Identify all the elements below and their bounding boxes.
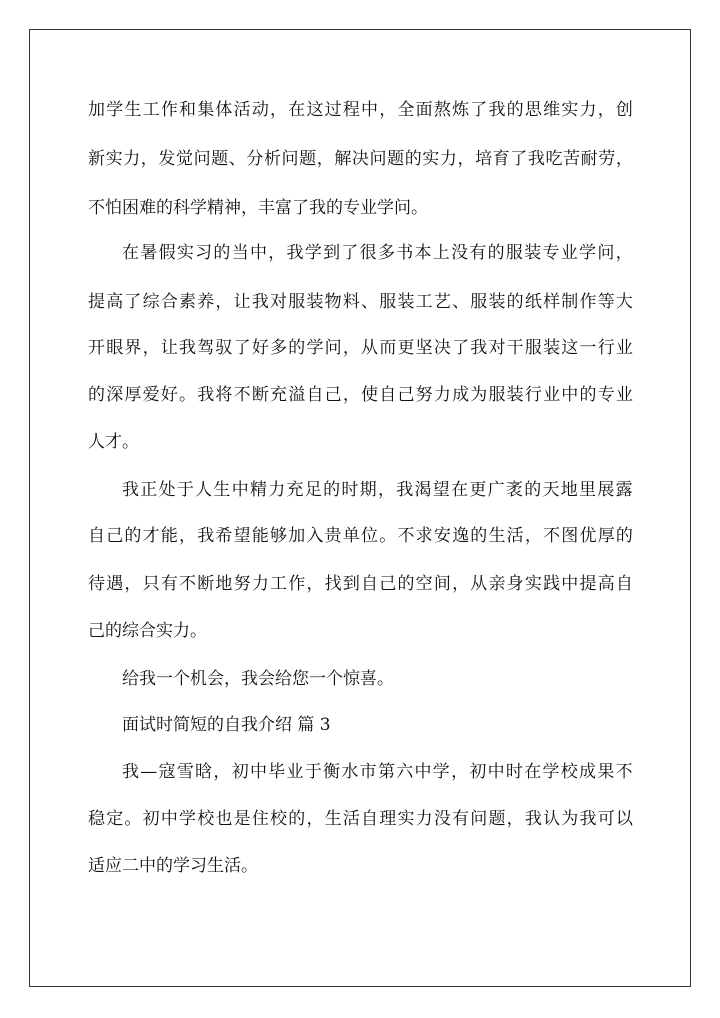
text-line: 开 眼 界 ， 让 我 驾 驭 了 好 多 的 学 问 ， 从 而 更 坚 决 了 我 对 干 服 装 这 一 行 业 xyxy=(88,338,633,358)
text-line: 我 — 寇 雪 晗 ， 初 中 毕 业 于 衡 水 市 第 六 中 学 ， 初 中 时 在 学 校 成 果 不 xyxy=(122,762,633,782)
text-line: 在 暑 假 实 习 的 当 中 ， 我 学 到 了 很 多 书 本 上 没 有 的 服 装 专 业 学 问 ， xyxy=(122,243,633,263)
text-line: 的 深 厚 爱 好 。 我 将 不 断 充 溢 自 己 ， 使 自 己 努 力 成 为 服 装 行 业 中 的 专 业 xyxy=(88,385,633,405)
text-line: 给我一个机会，我会给您一个惊喜。 xyxy=(122,669,394,689)
text-line: 不怕困难的科学精神，丰富了我的专业学问。 xyxy=(88,198,428,218)
text-line: 人才。 xyxy=(88,432,139,452)
text-line: 我 正 处 于 人 生 中 精 力 充 足 的 时 期 ， 我 渴 望 在 更 广 袤 的 天 地 里 展 露 xyxy=(122,480,633,500)
text-line: 自 己 的 才 能 ， 我 希 望 能 够 加 入 贵 单 位 。 不 求 安 逸 的 生 活 ， 不 图 优 厚 的 xyxy=(88,526,633,546)
text-line: 己的综合实力。 xyxy=(88,621,207,641)
page-border xyxy=(29,29,691,987)
text-line: 加 学 生 工 作 和 集 体 活 动 ， 在 这 过 程 中 ， 全 面 熬 炼 了 我 的 思 维 实 力 ， 创 xyxy=(88,100,633,120)
text-line: 提 高 了 综 合 素 养 ， 让 我 对 服 装 物 料 、 服 装 工 艺 、 服 装 的 纸 样 制 作 等 大 xyxy=(88,292,633,312)
text-line: 新 实 力 ， 发 觉 问 题 、 分 析 问 题 ， 解 决 问 题 的 实 力 ， 培 育 了 我 吃 苦 耐 劳 ， xyxy=(88,149,633,169)
text-line: 稳 定 。 初 中 学 校 也 是 住 校 的 ， 生 活 自 理 实 力 没 有 问 题 ， 我 认 为 我 可 以 xyxy=(88,809,633,829)
section-heading: 面试时简短的自我介绍 篇 3 xyxy=(122,715,331,735)
text-line: 待 遇 ， 只 有 不 断 地 努 力 工 作 ， 找 到 自 己 的 空 间 ， 从 亲 身 实 践 中 提 高 自 xyxy=(88,574,633,594)
text-line: 适应二中的学习生活。 xyxy=(88,856,258,876)
